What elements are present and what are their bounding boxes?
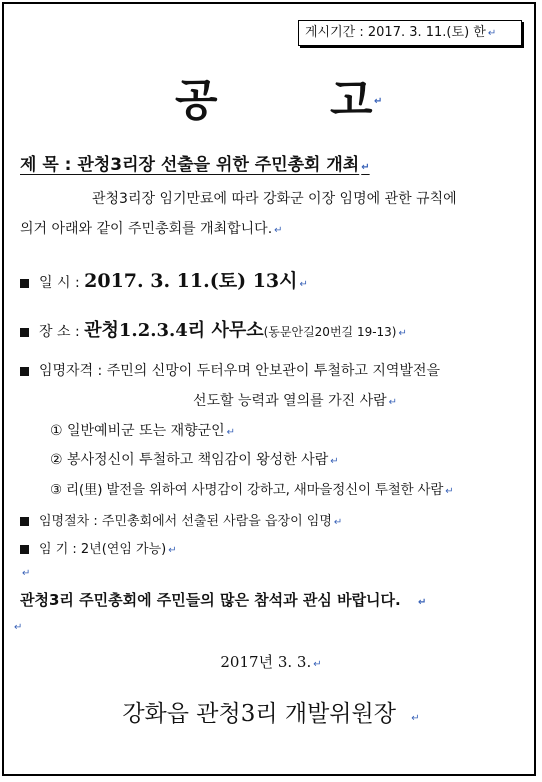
body-paragraph (20, 184, 530, 246)
term-row (20, 538, 177, 557)
return-mark-icon: ↵ (487, 28, 497, 39)
return-mark-icon: ↵ (398, 328, 407, 339)
place-value: 관청1.2.3.4리 사무소 (84, 320, 264, 341)
qualification-item-1: ① 일반예비군 또는 재향군인 (50, 423, 225, 439)
return-mark-icon: ↵ (361, 162, 370, 173)
qualification-label: 임명자격 : (39, 363, 103, 379)
qualification-continuation (193, 390, 397, 410)
signer-text: 강화읍 관청3리 개발위원장 (122, 701, 396, 727)
qualification-item-3: ③ 리(里) 발전을 위하여 사명감이 강하고, 새마을정신이 투철한 사람 (50, 482, 444, 498)
return-mark-icon: ↵ (374, 96, 383, 107)
place-label: 장 소 : (39, 324, 80, 340)
title-char-1: 공 (175, 75, 218, 126)
signer (0, 695, 542, 728)
subject-line (20, 150, 370, 175)
return-mark-icon: ↵ (330, 456, 339, 467)
procedure-row (20, 510, 342, 529)
return-mark-icon: ↵ (168, 545, 177, 556)
subject-text: 제 목 : 관청3리장 선출을 위한 주민총회 개최 (20, 155, 360, 175)
square-bullet-icon (20, 328, 29, 337)
body-line-2: 의거 아래와 같이 주민총회를 개최합니다. (20, 221, 273, 237)
qualification-item (50, 449, 339, 469)
issue-date (0, 651, 542, 672)
issue-date-text: 2017년 3. 3. (220, 653, 312, 671)
return-mark-icon: ↵ (411, 713, 420, 724)
date-row (20, 266, 308, 293)
posting-period-box (298, 20, 522, 46)
qualification-item-2: ② 봉사정신이 투철하고 책임감이 왕성한 사람 (50, 452, 329, 468)
return-mark-icon: ↵ (299, 279, 308, 290)
appeal-line (20, 589, 426, 610)
qualification-item (50, 420, 235, 440)
qualification-line-1: 주민의 신망이 두터우며 안보관이 투철하고 지역발전을 (106, 363, 441, 379)
square-bullet-icon (20, 545, 29, 554)
return-mark-icon: ↵ (313, 659, 322, 670)
qualification-row (20, 360, 440, 380)
return-mark-icon: ↵ (22, 568, 31, 579)
return-mark-icon: ↵ (417, 597, 427, 608)
square-bullet-icon (20, 367, 29, 376)
return-mark-icon: ↵ (226, 427, 236, 438)
place-detail: (동문안길20번길 19-13) (263, 325, 397, 339)
procedure-value: 주민총회에서 선출된 사람을 읍장이 임명 (101, 514, 332, 529)
return-mark-icon: ↵ (445, 486, 454, 497)
body-line-1: 관청3리장 임기만료에 따라 강화군 이장 임명에 관한 규칙에 (92, 191, 457, 207)
term-label: 임 기 : (39, 542, 77, 557)
return-mark-icon: ↵ (333, 517, 343, 528)
qualification-item (50, 478, 453, 498)
square-bullet-icon (20, 279, 29, 288)
return-mark-icon: ↵ (274, 225, 283, 236)
title-char-2: 고 (330, 75, 373, 126)
square-bullet-icon (20, 517, 29, 526)
return-mark-icon: ↵ (388, 397, 398, 408)
return-mark-icon: ↵ (14, 622, 23, 633)
notice-title (0, 64, 542, 124)
date-label: 일 시 : (39, 275, 80, 291)
appeal-text: 관청3리 주민총회에 주민들의 많은 참석과 관심 바랍니다. (20, 591, 401, 609)
procedure-label: 임명절차 : (39, 514, 98, 529)
date-value: 2017. 3. 11.(토) 13시 (84, 270, 298, 292)
place-row (20, 316, 407, 342)
posting-period-text: 게시기간 : 2017. 3. 11.(토) 한 (305, 25, 486, 40)
qualification-line-2: 선도할 능력과 열의를 가진 사람 (193, 393, 387, 409)
term-value: 2년(연임 가능) (80, 542, 167, 557)
